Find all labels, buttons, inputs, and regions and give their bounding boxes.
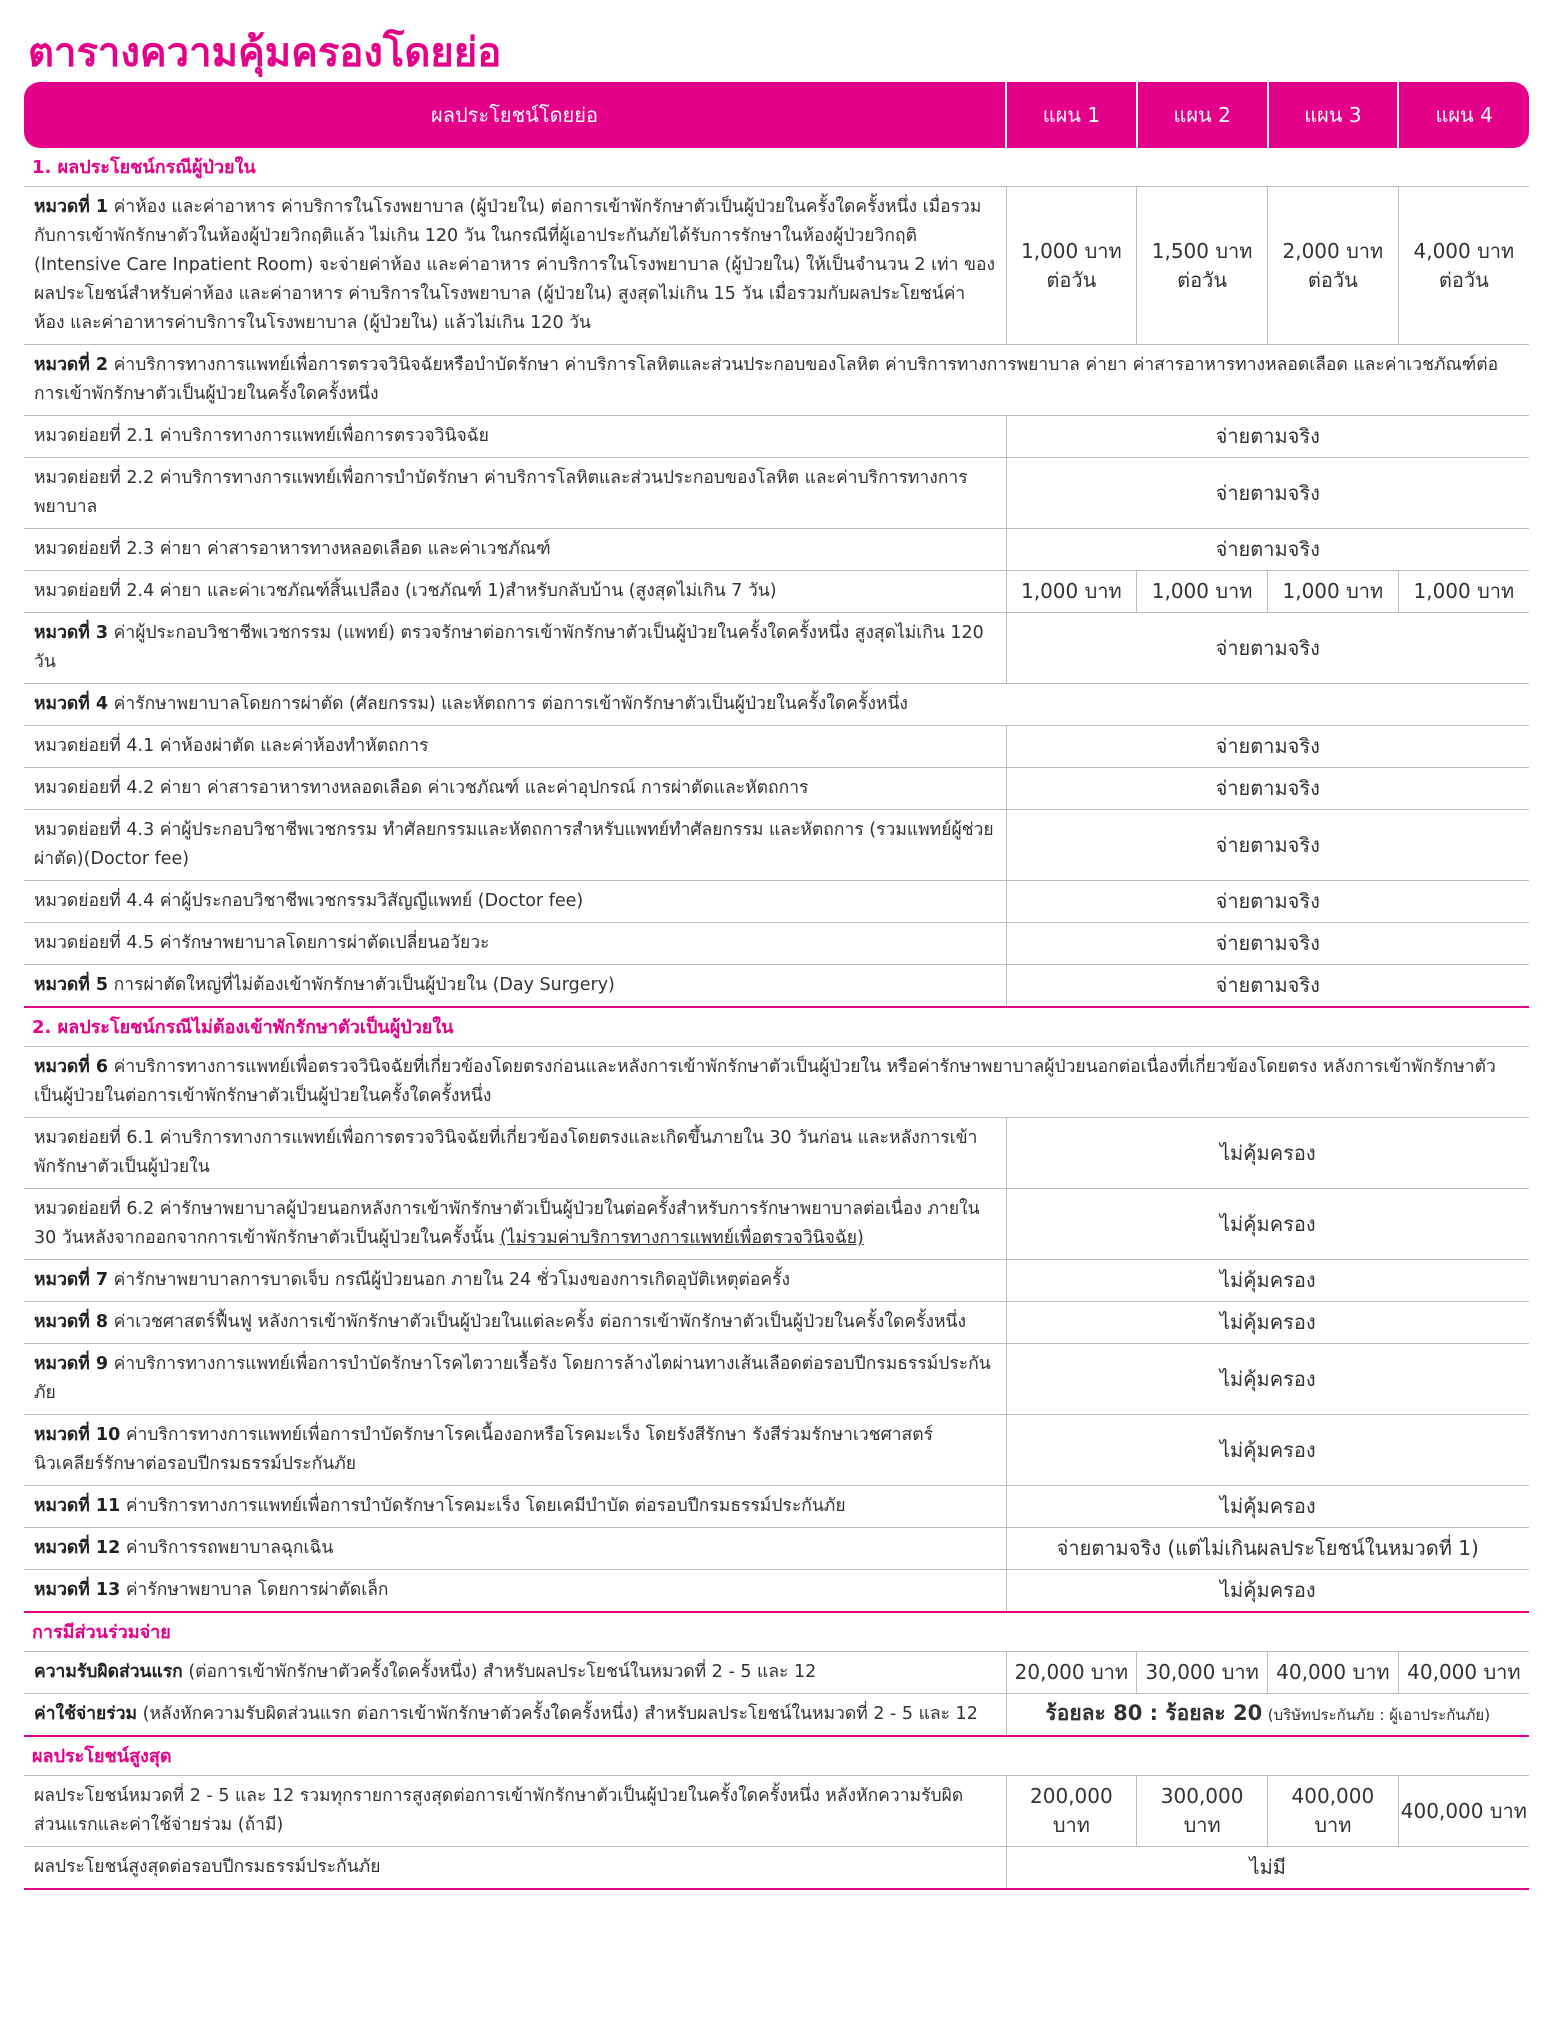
amount: 2,000 บาท xyxy=(1282,238,1384,263)
plan-4-value: 1,000 บาท xyxy=(1398,571,1529,613)
row-label: หมวดที่ 13 xyxy=(34,1580,121,1600)
row-description: ค่าบริการทางการแพทย์เพื่อการตรวจวินิจฉัยหรือบำบัดรักษา ค่าบริการโลหิตและส่วนประกอบของโลหิต ค่าบริการทางการพยาบาล ค่ายา ค่าสารอาหารทางหลอดเลือด และค่าเวชภัณฑ์ต่อการเข้าพักรักษาตัวเป็นผู้ป่วยในครั้งใดครั้งหนึ่ง xyxy=(34,355,1499,404)
row-text: หมวดย่อยที่ 2.1 ค่าบริการทางการแพทย์เพื่อการตรวจวินิจฉัย xyxy=(24,416,1006,458)
row-label: หมวดที่ 9 xyxy=(34,1354,109,1374)
table-header xyxy=(24,82,1529,148)
row-label: หมวดที่ 12 xyxy=(34,1538,121,1558)
table-row xyxy=(24,965,1529,1008)
table-row xyxy=(24,1652,1529,1694)
section-maximum xyxy=(24,1736,1529,1776)
row-value xyxy=(1006,1694,1529,1737)
row-text: หมวดย่อยที่ 2.3 ค่ายา ค่าสารอาหารทางหลอดเลือด และค่าเวชภัณฑ์ xyxy=(24,529,1006,571)
plan-2-value: 30,000 บาท xyxy=(1137,1652,1268,1694)
table-row xyxy=(24,416,1529,458)
header-benefit: ผลประโยชน์โดยย่อ xyxy=(24,82,1006,148)
row-value: จ่ายตามจริง (แต่ไม่เกินผลประโยชน์ในหมวดที่ 1) xyxy=(1006,1528,1529,1570)
amount: 4,000 บาท xyxy=(1413,238,1515,263)
row-text: หมวดย่อยที่ 4.1 ค่าห้องผ่าตัด และค่าห้องทำหัตถการ xyxy=(24,726,1006,768)
row-description: ค่าบริการทางการแพทย์เพื่อการบำบัดรักษาโรคมะเร็ง โดยเคมีบำบัด ต่อรอบปีกรมธรรม์ประกันภัย xyxy=(125,1496,846,1516)
table-row xyxy=(24,187,1529,345)
table-row xyxy=(24,1694,1529,1737)
table-row xyxy=(24,1118,1529,1189)
row-description: ค่ารักษาพยาบาลโดยการผ่าตัด (ศัลยกรรม) และหัตถการ ต่อการเข้าพักรักษาตัวเป็นผู้ป่วยในครั้งใดครั้งหนึ่ง xyxy=(113,694,908,714)
plan-4-value: 40,000 บาท xyxy=(1398,1652,1529,1694)
row-text xyxy=(24,1260,1006,1302)
row-label: หมวดที่ 2 xyxy=(34,355,109,375)
table-row xyxy=(24,1486,1529,1528)
header-plan-1: แผน 1 xyxy=(1006,82,1137,148)
row-label: หมวดที่ 6 xyxy=(34,1057,109,1077)
row-value: จ่ายตามจริง xyxy=(1006,726,1529,768)
row-note: (ไม่รวมค่าบริการทางการแพทย์เพื่อตรวจวินิจฉัย) xyxy=(499,1228,864,1248)
row-description: (ต่อการเข้าพักรักษาตัวครั้งใดครั้งหนึ่ง) สำหรับผลประโยชน์ในหมวดที่ 2 - 5 และ 12 xyxy=(188,1662,817,1682)
amount: 1,000 บาท xyxy=(1021,238,1122,263)
unit: ต่อวัน xyxy=(1438,267,1489,292)
row-label: ความรับผิดส่วนแรก xyxy=(34,1662,183,1682)
row-text: หมวดย่อยที่ 6.1 ค่าบริการทางการแพทย์เพื่อการตรวจวินิจฉัยที่เกี่ยวข้องโดยตรงและเกิดขึ้นภายใน 30 วันก่อน และหลังการเข้าพักรักษาตัวเป็นผู้ป่วยใน xyxy=(24,1118,1006,1189)
section-title: ผลประโยชน์สูงสุด xyxy=(24,1736,1529,1776)
section-outpatient xyxy=(24,1007,1529,1047)
row-value: ไม่คุ้มครอง xyxy=(1006,1189,1529,1260)
table-row xyxy=(24,1415,1529,1486)
row-text: หมวดย่อยที่ 4.4 ค่าผู้ประกอบวิชาชีพเวชกรรมวิสัญญีแพทย์ (Doctor fee) xyxy=(24,881,1006,923)
row-value: จ่ายตามจริง xyxy=(1006,965,1529,1008)
table-row xyxy=(24,458,1529,529)
row-value: ไม่คุ้มครอง xyxy=(1006,1260,1529,1302)
section-title: 2. ผลประโยชน์กรณีไม่ต้องเข้าพักรักษาตัวเป็นผู้ป่วยใน xyxy=(24,1007,1529,1047)
table-row xyxy=(24,1344,1529,1415)
row-text: หมวดย่อยที่ 2.2 ค่าบริการทางการแพทย์เพื่อการบำบัดรักษา ค่าบริการโลหิตและส่วนประกอบของโลหิต และค่าบริการทางการพยาบาล xyxy=(24,458,1006,529)
header-plan-2: แผน 2 xyxy=(1137,82,1268,148)
section-inpatient xyxy=(24,148,1529,187)
unit: ต่อวัน xyxy=(1177,267,1228,292)
row-description: ค่ารักษาพยาบาล โดยการผ่าตัดเล็ก xyxy=(125,1580,389,1600)
table-row xyxy=(24,1260,1529,1302)
plan-3-value: 400,000 บาท xyxy=(1268,1776,1399,1847)
row-text: หมวดย่อยที่ 4.3 ค่าผู้ประกอบวิชาชีพเวชกรรม ทำศัลยกรรมและหัตถการสำหรับแพทย์ทำศัลยกรรม และหัตถการ (รวมแพทย์ผู้ช่วยผ่าตัด)(Doctor fee) xyxy=(24,810,1006,881)
row-label: หมวดที่ 3 xyxy=(34,623,109,643)
row-value: จ่ายตามจริง xyxy=(1006,810,1529,881)
row-value: จ่ายตามจริง xyxy=(1006,613,1529,684)
plan-1-value: 1,000 บาท xyxy=(1006,571,1137,613)
row-value: จ่ายตามจริง xyxy=(1006,881,1529,923)
table-row xyxy=(24,810,1529,881)
table-row xyxy=(24,684,1529,726)
row-text xyxy=(24,1415,1006,1486)
table-row xyxy=(24,881,1529,923)
table-row xyxy=(24,1847,1529,1890)
row-description: ค่าบริการทางการแพทย์เพื่อการบำบัดรักษาโรคเนื้องอกหรือโรคมะเร็ง โดยรังสีรักษา รังสีร่วมรักษาเวชศาสตร์ นิวเคลียร์รักษาต่อรอบปีกรมธรรม์ประกันภัย xyxy=(34,1425,933,1474)
row-text: ผลประโยชน์สูงสุดต่อรอบปีกรมธรรม์ประกันภัย xyxy=(24,1847,1006,1890)
row-description: (หลังหักความรับผิดส่วนแรก ต่อการเข้าพักรักษาตัวครั้งใดครั้งหนึ่ง) สำหรับผลประโยชน์ในหมวดที่ 2 - 5 และ 12 xyxy=(142,1704,978,1724)
table-row xyxy=(24,1528,1529,1570)
row-text xyxy=(24,1570,1006,1613)
plan-1-value: 200,000 บาท xyxy=(1006,1776,1137,1847)
table-row xyxy=(24,923,1529,965)
plan-1-value: 20,000 บาท xyxy=(1006,1652,1137,1694)
row-value: ไม่คุ้มครอง xyxy=(1006,1486,1529,1528)
row-description: ค่าบริการทางการแพทย์เพื่อการบำบัดรักษาโรคไตวายเรื้อรัง โดยการล้างไตผ่านทางเส้นเลือดต่อรอบปีกรมธรรม์ประกันภัย xyxy=(34,1354,991,1403)
plan-3-value: 40,000 บาท xyxy=(1268,1652,1399,1694)
row-description: ค่าผู้ประกอบวิชาชีพเวชกรรม (แพทย์) ตรวจรักษาต่อการเข้าพักรักษาตัวเป็นผู้ป่วยในครั้งใดครั้งหนึ่ง สูงสุดไม่เกิน 120 วัน xyxy=(34,623,984,672)
plan-2-value: 1,000 บาท xyxy=(1137,571,1268,613)
row-label: หมวดที่ 1 xyxy=(34,197,109,217)
row-text xyxy=(24,1528,1006,1570)
row-description: ค่าบริการรถพยาบาลฉุกเฉิน xyxy=(125,1538,334,1558)
page-title: ตารางความคุ้มครองโดยย่อ xyxy=(28,30,502,76)
row-text xyxy=(24,1486,1006,1528)
row-value: ไม่มี xyxy=(1006,1847,1529,1890)
row-description: หมวดย่อยที่ 6.2 ค่ารักษาพยาบาลผู้ป่วยนอกหลังการเข้าพักรักษาตัวเป็นผู้ป่วยในต่อครั้งสำหรับการรักษาพยาบาลต่อเนื่อง ภายใน 30 วันหลังจากออกจากการเข้าพักรักษาตัวเป็นผู้ป่วยในครั้งนั้น xyxy=(34,1199,980,1248)
coverage-table xyxy=(24,82,1529,1890)
plan-2-value: 300,000 บาท xyxy=(1137,1776,1268,1847)
row-text: ผลประโยชน์หมวดที่ 2 - 5 และ 12 รวมทุกรายการสูงสุดต่อการเข้าพักรักษาตัวเป็นผู้ป่วยในครั้งใดครั้งหนึ่ง หลังหักความรับผิดส่วนแรกและค่าใช้จ่ายร่วม (ถ้ามี) xyxy=(24,1776,1006,1847)
table-row xyxy=(24,1189,1529,1260)
row-value: จ่ายตามจริง xyxy=(1006,529,1529,571)
row-label: หมวดที่ 5 xyxy=(34,975,109,995)
row-label: ค่าใช้จ่ายร่วม xyxy=(34,1704,138,1724)
row-value: ไม่คุ้มครอง xyxy=(1006,1415,1529,1486)
row-description: ค่ารักษาพยาบาลการบาดเจ็บ กรณีผู้ป่วยนอก ภายใน 24 ชั่วโมงของการเกิดอุบัติเหตุต่อครั้ง xyxy=(113,1270,791,1290)
row-text: หมวดย่อยที่ 2.4 ค่ายา และค่าเวชภัณฑ์สิ้นเปลือง (เวชภัณฑ์ 1)สำหรับกลับบ้าน (สูงสุดไม่เกิน 7 วัน) xyxy=(24,571,1006,613)
table-row xyxy=(24,529,1529,571)
unit: ต่อวัน xyxy=(1307,267,1358,292)
plan-2-value xyxy=(1137,187,1268,345)
row-text xyxy=(24,965,1006,1008)
row-value: ไม่คุ้มครอง xyxy=(1006,1344,1529,1415)
unit: ต่อวัน xyxy=(1046,267,1097,292)
row-text xyxy=(24,684,1529,726)
row-text xyxy=(24,1694,1006,1737)
table-row xyxy=(24,1302,1529,1344)
table-row xyxy=(24,1047,1529,1118)
table-row xyxy=(24,768,1529,810)
plan-3-value: 1,000 บาท xyxy=(1268,571,1399,613)
row-description: การผ่าตัดใหญ่ที่ไม่ต้องเข้าพักรักษาตัวเป็นผู้ป่วยใน (Day Surgery) xyxy=(113,975,615,995)
row-value: จ่ายตามจริง xyxy=(1006,458,1529,529)
plan-4-value xyxy=(1398,187,1529,345)
row-text xyxy=(24,1344,1006,1415)
section-title: 1. ผลประโยชน์กรณีผู้ป่วยใน xyxy=(24,148,1529,187)
table-row xyxy=(24,613,1529,684)
row-label: หมวดที่ 7 xyxy=(34,1270,109,1290)
header-plan-4: แผน 4 xyxy=(1398,82,1529,148)
plan-1-value xyxy=(1006,187,1137,345)
row-value: จ่ายตามจริง xyxy=(1006,768,1529,810)
header-plan-3: แผน 3 xyxy=(1268,82,1399,148)
row-description: ค่าเวชศาสตร์ฟื้นฟู หลังการเข้าพักรักษาตัวเป็นผู้ป่วยในแต่ละครั้ง ต่อการเข้าพักรักษาตัวเป็นผู้ป่วยในครั้งใดครั้งหนึ่ง xyxy=(113,1312,967,1332)
row-label: หมวดที่ 8 xyxy=(34,1312,109,1332)
row-text: หมวดย่อยที่ 4.5 ค่ารักษาพยาบาลโดยการผ่าตัดเปลี่ยนอวัยวะ xyxy=(24,923,1006,965)
amount: 1,500 บาท xyxy=(1151,238,1253,263)
table-row xyxy=(24,1570,1529,1613)
plan-3-value xyxy=(1268,187,1399,345)
row-text xyxy=(24,1189,1006,1260)
row-value: ไม่คุ้มครอง xyxy=(1006,1570,1529,1613)
row-value: ไม่คุ้มครอง xyxy=(1006,1302,1529,1344)
row-label: หมวดที่ 10 xyxy=(34,1425,121,1445)
row-text xyxy=(24,1047,1529,1118)
row-text xyxy=(24,1652,1006,1694)
row-text xyxy=(24,345,1529,416)
section-title: การมีส่วนร่วมจ่าย xyxy=(24,1612,1529,1652)
table-row xyxy=(24,345,1529,416)
row-text: หมวดย่อยที่ 4.2 ค่ายา ค่าสารอาหารทางหลอดเลือด ค่าเวชภัณฑ์ และค่าอุปกรณ์ การผ่าตัดและหัตถการ xyxy=(24,768,1006,810)
row-value: ไม่คุ้มครอง xyxy=(1006,1118,1529,1189)
table-row xyxy=(24,571,1529,613)
row-label: หมวดที่ 11 xyxy=(34,1496,121,1516)
table-row xyxy=(24,726,1529,768)
plan-4-value: 400,000 บาท xyxy=(1398,1776,1529,1847)
row-label: หมวดที่ 4 xyxy=(34,694,109,714)
row-text xyxy=(24,613,1006,684)
table-row xyxy=(24,1776,1529,1847)
row-text xyxy=(24,1302,1006,1344)
row-description: ค่าบริการทางการแพทย์เพื่อตรวจวินิจฉัยที่เกี่ยวข้องโดยตรงก่อนและหลังการเข้าพักรักษาตัวเป็นผู้ป่วยใน หรือค่ารักษาพยาบาลผู้ป่วยนอกต่อเนื่องที่เกี่ยวข้องโดยตรง หลังการเข้าพักรักษาตัวเป็นผู้ป่วยในต่อการเข้าพักรักษาตัวเป็นผู้ป่วยในครั้งใดครั้งหนึ่ง xyxy=(34,1057,1496,1106)
row-value: จ่ายตามจริง xyxy=(1006,416,1529,458)
row-value: จ่ายตามจริง xyxy=(1006,923,1529,965)
copay-ratio: ร้อยละ 80 : ร้อยละ 20 xyxy=(1045,1701,1263,1725)
section-copayment xyxy=(24,1612,1529,1652)
row-description: ค่าห้อง และค่าอาหาร ค่าบริการในโรงพยาบาล (ผู้ป่วยใน) ต่อการเข้าพักรักษาตัวเป็นผู้ป่วยในครั้งใดครั้งหนึ่ง เมื่อรวมกับการเข้าพักรักษาตัวในห้องผู้ป่วยวิกฤติแล้ว ไม่เกิน 120 วัน ในกรณีที่ผู้เอาประกันภัยได้รับการรักษาในห้องผู้ป่วยวิกฤติ (Intensive Care Inpatient Room) จะจ่ายค่าห้อง และค่าอาหาร ค่าบริการในโรงพยาบาล (ผู้ป่วยใน) ให้เป็นจำนวน 2 เท่า ของผลประโยชน์สำหรับค่าห้อง และค่าอาหาร ค่าบริการในโรงพยาบาล (ผู้ป่วยใน) สูงสุดไม่เกิน 15 วัน เมื่อรวมกับผลประโยชน์ค่าห้อง และค่าอาหารค่าบริการในโรงพยาบาล (ผู้ป่วยใน) แล้วไม่เกิน 120 วัน xyxy=(34,197,996,333)
row-text xyxy=(24,187,1006,345)
copay-note: (บริษัทประกันภัย : ผู้เอาประกันภัย) xyxy=(1267,1706,1491,1724)
